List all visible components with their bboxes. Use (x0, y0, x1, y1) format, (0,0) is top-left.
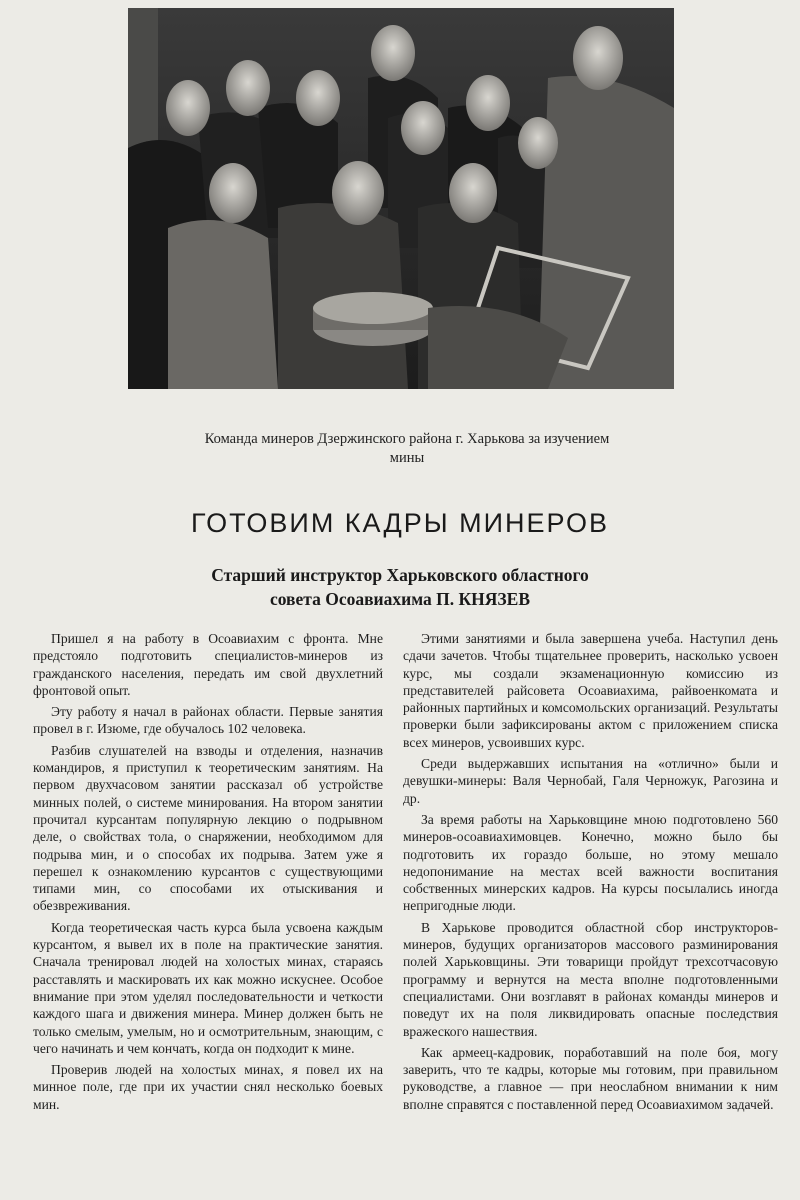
paragraph: Пришел я на работу в Осоавиахим с фронта. Мне предстояло подготовить специалистов-минеров из гражданского населения, передать им свой двухлетний фронтовой опыт. (33, 631, 383, 698)
group-photo (128, 8, 674, 389)
paragraph: В Харькове проводится областной сбор инструкторов-минеров, будущих организаторов массового разминирования полей Харьковщины. Эти товарищи пройдут трехсотчасовую программу и вернутся на места вполне подготовленными специалистами. Они возглавят в районах команды минеров и поведут их на поля ликвидировать опасные последствия вражеского нашествия. (403, 919, 778, 1039)
byline-line-1: Старший инструктор Харьковского областного (211, 565, 589, 585)
caption-line-1: Команда минеров Дзержинского района г. Харькова за изучением (204, 431, 610, 447)
photo-caption (112, 430, 702, 468)
article-column-right (403, 630, 778, 1117)
group-photo-icon (128, 8, 674, 389)
caption-line-2: мины (389, 450, 425, 466)
paragraph: Проверив людей на холостых минах, я повел их на минное поле, где при их участии снял несколько боевых мин. (33, 1062, 383, 1112)
article-column-left (33, 630, 383, 1117)
article-byline (100, 563, 700, 611)
paragraph: Этими занятиями и была завершена учеба. Наступил день сдачи зачетов. Чтобы тщательнее проверить, насколько усвоен курс, мы создали экзаменационную комиссию из представителей райсовета Осоавиахима, райвоенкомата и районных партийных и комсомольских организаций. Результаты проверки были зафиксированы актом с приложением списка всех минеров, усвоивших курс. (403, 631, 778, 750)
paragraph: Когда теоретическая часть курса была усвоена каждым курсантом, я вывел их в поле на практические занятия. Сначала тренировал людей на холостых минах, стараясь расставлять и маскировать их как можно искуснее. Особое внимание при этом уделял последовательности и четкости каждого шага и движения минера. Минер должен быть не только смелым, умелым, но и осмотрительным, знающим, с чего начинать и чем кончать, когда он подходит к мине. (33, 919, 383, 1056)
paragraph: За время работы на Харьковщине мною подготовлено 560 минеров-осоавиахимовцев. Конечно, можно было бы подготовить их гораздо больше, но этому мешало недопонимание на местах всей важности воспитания собственных минерских кадров. На курсы посылались иногда непригодные люди. (403, 811, 778, 914)
paragraph: Среди выдержавших испытания на «отлично» были и девушки-минеры: Валя Чернобай, Галя Черножук, Рагозина и др. (403, 756, 778, 806)
paragraph: Как армеец-кадровик, поработавший на поле боя, могу заверить, что те кадры, которые мы готовим, при правильном руководстве, а главное — при неослабном внимании к ним вполне справятся с поставленной перед Осоавиахимом задачей. (403, 1044, 778, 1112)
byline-line-2: совета Осоавиахима П. КНЯЗЕВ (269, 589, 531, 609)
article-headline: ГОТОВИМ КАДРЫ МИНЕРОВ (191, 508, 609, 538)
paragraph: Разбив слушателей на взводы и отделения, назначив командиров, я приступил к теоретическим занятиям. На первом двухчасовом занятии рассказал об устройстве минных полей, о системе минирования. На втором занятии прочитал курсантам популярную лекцию о подрывном деле, о свойствах тола, о снаряжении, необходимом для подрыва мин, и о способах их подрыва. Затем уже я перешел к ознакомлению курсантов с существующими типами мин, со способами их отыскивания и обезвреживания. (33, 742, 383, 914)
paragraph: Эту работу я начал в районах области. Первые занятия провел в г. Изюме, где обучалось 102 человека. (33, 704, 383, 737)
